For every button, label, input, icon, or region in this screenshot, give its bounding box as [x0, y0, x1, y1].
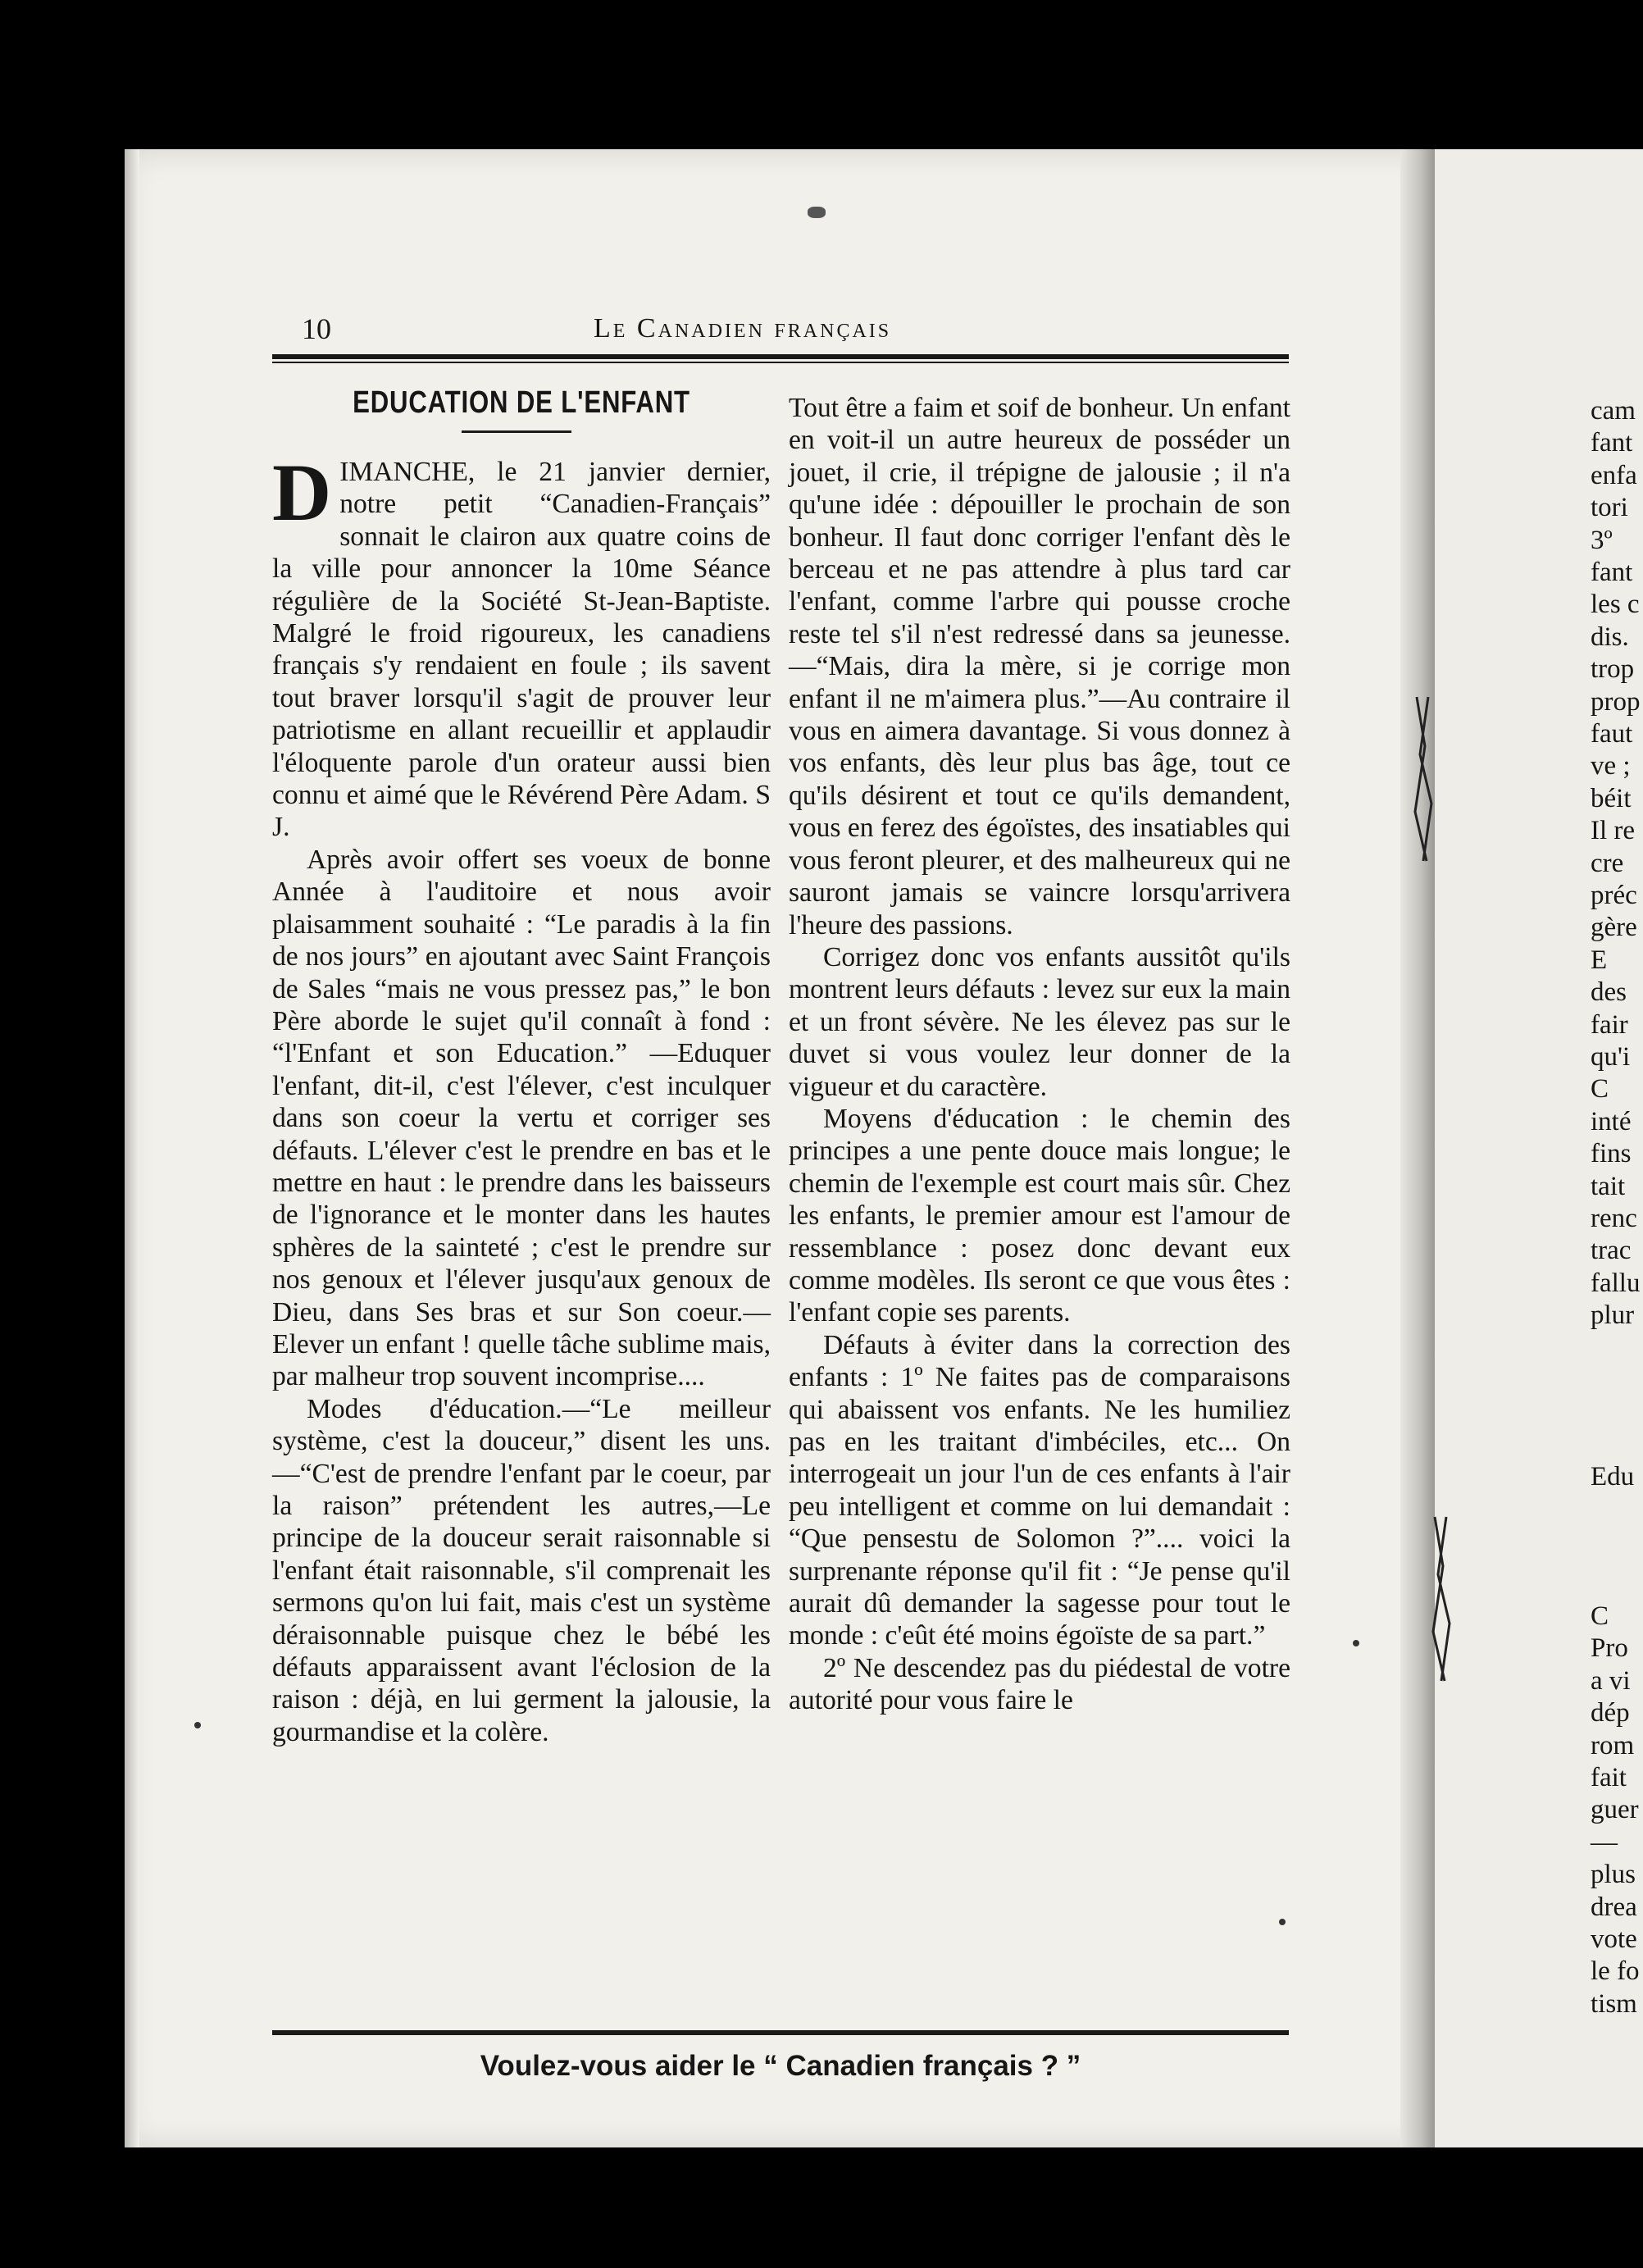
next-page-fragment: tism — [1591, 1988, 1637, 2019]
next-page-fragment: rom — [1591, 1730, 1635, 1760]
title-underline — [462, 430, 571, 433]
article-paragraph: Tout être a faim et soif de bonheur. Un enfant en voit-il un autre heureux de posséder un jouet, il crie, il trépigne de jalousie ; il n'a qu'une idée : dépouiller le prochain de son bonheur. Il faut donc corriger l'enfant dès le berceau et ne pas attendre à plus tard car l'enfant, comme l'arbre qui pousse croche reste tel s'il n'est redressé dans sa jeunesse. —“Mais, dira la mère, si je corrige mon enfant il ne m'aimera plus.”—Au contraire il vous en aimera davantage. Si vous donnez à vos enfants, dès leur plus bas âge, tout ce qu'ils désirent et tout ce qu'ils demandent, vous en ferez des égoïstes, des insatiables qui vous feront pleurer, et des malheureux qui ne sauront jamais se vaincre lorsqu'arrivera l'heure des passions. — [789, 393, 1290, 940]
next-page-fragment: Pro — [1591, 1633, 1628, 1664]
next-page-fragment: le fo — [1591, 1956, 1640, 1987]
paragraph-text: IMANCHE, le 21 janvier dernier, notre petit “Canadien-Français” sonnait le clairon aux quatre coins de la ville pour annoncer la 10me Séance régulière de la Société St-Jean-Baptiste. Malgré le froid rigoureux, les canadiens français s'y rendaient en foule ; ils savent tout braver lorsqu'il s'agit de prouver leur patriotisme en allant recueillir et applaudir l'éloquente parole d'un orateur aussi bien connu et aimé que le Révérend Père Adam. S J. — [272, 457, 771, 843]
next-page-fragment: fallu — [1591, 1268, 1641, 1298]
next-page-fragment: les c — [1591, 590, 1640, 620]
next-page-fragment: ve ; — [1591, 751, 1631, 781]
next-page-fragment: fins — [1591, 1139, 1632, 1169]
next-page-fragment: trac — [1591, 1236, 1632, 1266]
next-page-fragment: C — [1591, 1074, 1609, 1104]
next-page-fragment: fair — [1591, 1009, 1628, 1040]
next-page-fragment: fant — [1591, 428, 1633, 458]
next-page-fragment: plur — [1591, 1300, 1635, 1331]
ink-mark — [808, 207, 826, 218]
next-page-fragment: enfa — [1591, 460, 1637, 490]
ink-speck — [1279, 1919, 1286, 1925]
next-page-fragment: drea — [1591, 1892, 1637, 1922]
next-page-fragment: fant — [1591, 558, 1633, 587]
article-paragraph: Corrigez donc vos enfants aussitôt qu'ils montrent leurs défauts : levez sur eux la main et un front sévère. Ne les élevez pas sur le duvet si vous voulez leur donner de la vigueur et du caractère. — [789, 941, 1290, 1102]
article-paragraph: Défauts à éviter dans la correction des enfants : 1º Ne faites pas de comparaisons qui abaissent vos enfants. Ne les humiliez pas en les traitant d'imbéciles, etc... On interrogeait un jour l'un de ces enfants à l'air peu intelligent et comme on lui demandait : “Que pensestu de Solomon ?”.... voici la surprenante réponse qu'il fit : “Je pense qu'il aurait dû demander la sagesse pour tout le monde : c'eût été moins égoïste de sa part.” — [789, 1329, 1290, 1651]
next-page-fragment: guer — [1591, 1795, 1639, 1825]
article-paragraph: 2º Ne descendez pas du piédestal de votre autorité pour vous faire le — [789, 1652, 1290, 1716]
next-page-fragment: fait — [1591, 1763, 1627, 1792]
next-page-fragment: 3º — [1591, 525, 1613, 555]
next-page-fragment: des — [1591, 977, 1627, 1008]
page-header — [271, 310, 1287, 348]
next-page-fragment: tori — [1591, 493, 1628, 523]
header-rule — [272, 354, 1289, 359]
next-page-fragment: C — [1591, 1601, 1609, 1631]
next-page-fragment: béit — [1591, 783, 1632, 813]
next-page-fragment: inté — [1591, 1106, 1632, 1136]
next-page-fragment: faut — [1591, 719, 1633, 749]
footer-banner: Voulez-vous aider le “ Canadien français ? ” — [480, 2050, 1081, 2082]
next-page-fragment: vote — [1591, 1924, 1637, 1954]
next-page-fragment: prop — [1591, 686, 1641, 717]
footer-rule — [272, 2030, 1289, 2035]
book-gutter — [1400, 149, 1435, 2147]
article-paragraph: Moyens d'éducation : le chemin des principes a une pente douce mais longue; le chemin de l'exemple est court mais sûr. Chez les enfants, le premier amour est l'amour de ressemblance : posez donc devant eux comme modèles. Ils seront ce que vous êtes : l'enfant copie ses parents. — [789, 1103, 1290, 1328]
left-column — [272, 447, 771, 1748]
next-page-fragment: dis. — [1591, 622, 1629, 652]
article-paragraph: Après avoir offert ses voeux de bonne Année à l'auditoire et nous avoir plaisamment souhaité : “Le paradis à la fin de nos jours” en ajoutant avec Saint François de Sales “mais ne vous pressez pas,” le bon Père aborde le sujet qu'il connaît à fond : “l'Enfant et son Education.” —Eduquer l'enfant, dit-il, c'est l'élever, c'est inculquer dans son coeur la vertu et corriger ses défauts. L'élever c'est le prendre en bas et le mettre en haut : le prendre dans les baisseurs de l'ignorance et le monter dans les hautes sphères de la sainteté ; c'est le prendre sur nos genoux et l'élever jusqu'aux genoux de Dieu, dans Ses bras et sur Son coeur.—Elever un enfant ! quelle tâche sublime mais, par malheur trop souvent incomprise.... — [272, 844, 771, 1392]
drop-cap: D — [272, 447, 332, 538]
header-rule-thin — [272, 362, 1289, 363]
next-page-fragment: dép — [1591, 1698, 1630, 1728]
next-page-fragment: cre — [1591, 848, 1624, 878]
next-page-fragment: renc — [1591, 1204, 1637, 1233]
ink-speck — [1353, 1640, 1359, 1646]
next-page-fragment: préc — [1591, 881, 1637, 910]
right-column — [789, 392, 1290, 1717]
next-page-fragment: Edu — [1591, 1462, 1635, 1492]
right-page-fragment — [1435, 149, 1643, 2147]
page-number: 10 — [302, 312, 331, 345]
next-page-fragment: trop — [1591, 654, 1635, 685]
next-page-fragment: plus — [1591, 1860, 1636, 1890]
binding-stitch — [1427, 1509, 1459, 1689]
next-page-fragment: gère — [1591, 913, 1637, 943]
next-page-fragment: cam — [1591, 396, 1636, 426]
article-paragraph — [272, 447, 771, 844]
next-page-fragment: — — [1591, 1827, 1618, 1857]
ink-speck — [194, 1722, 201, 1728]
binding-stitch — [1409, 689, 1441, 869]
next-page-fragment: E — [1591, 945, 1608, 975]
page-edge-shadow — [125, 149, 139, 2147]
next-page-fragment: tait — [1591, 1171, 1626, 1201]
article-paragraph: Modes d'éducation.—“Le meilleur système, c'est la douceur,” disent les uns.—“C'est de prendre l'enfant par le coeur, par la raison” prétendent les autres,—Le principe de la douceur serait raisonnable si l'enfant était raisonnable, s'il comprenait les sermons qu'on lui fait, mais c'est un système déraisonnable puisque chez le bébé les défauts apparaissent avant l'éclosion de la raison : déjà, en lui germent la jalousie, la gourmandise et la colère. — [272, 1393, 771, 1747]
journal-title: Le Canadien français — [594, 313, 892, 344]
article-title: EDUCATION DE L'ENFANT — [353, 385, 690, 420]
next-page-fragment: a vi — [1591, 1665, 1631, 1696]
next-page-fragment: Il re — [1591, 816, 1636, 846]
next-page-fragment: qu'i — [1591, 1042, 1631, 1072]
